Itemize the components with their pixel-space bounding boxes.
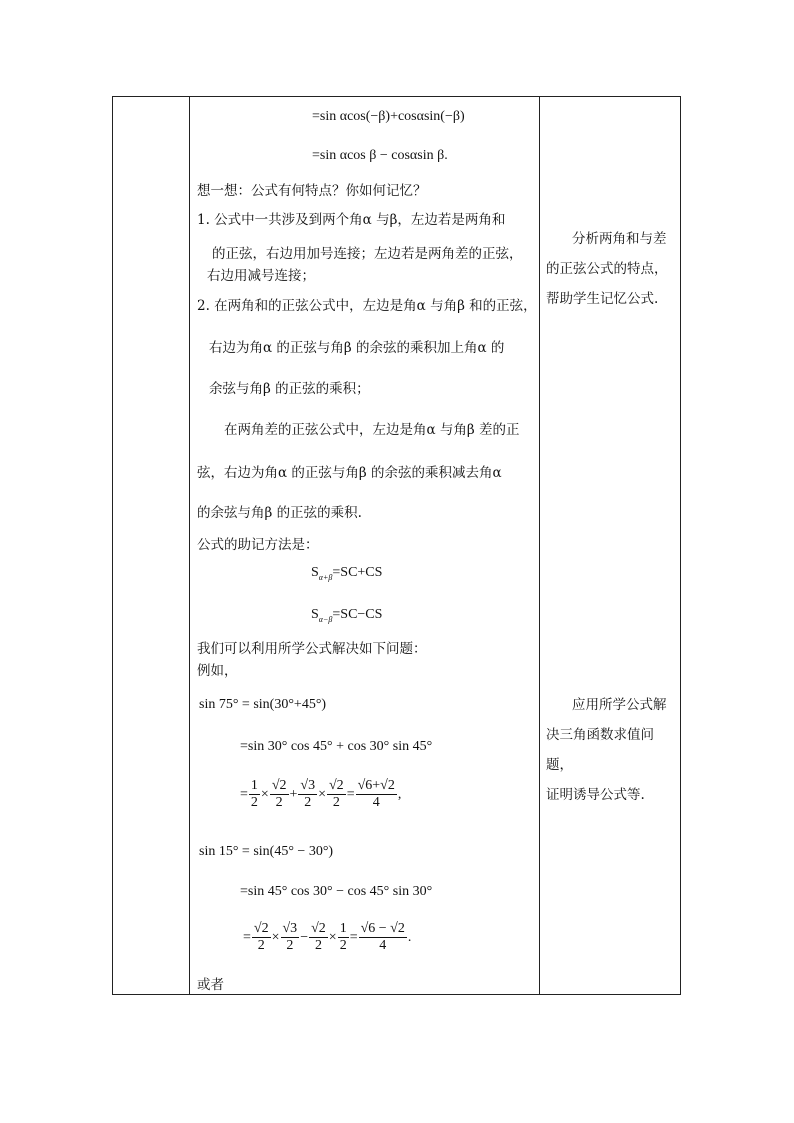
- example-1-fraction-line: = $\frac{1}{2}$ × $\frac{√2}{2}$ + $\frac{√3}{2}$ × $\frac{√2}{2}$ = $\frac{√6+√2}{4}$ ,: [240, 778, 402, 810]
- side-note-application: 应用所学公式解 决三角函数求值问题， 证明诱导公式等.: [546, 697, 667, 803]
- formula-line-2: =sin αcos β − cosαsin β.: [312, 148, 448, 163]
- point-2-line-a: 2. 在两角和的正弦公式中，左边是角α 与角β 和的正弦，: [197, 298, 537, 314]
- point-1-line-a: 1. 公式中一共涉及到两个角α 与β，左边若是两角和: [197, 212, 506, 228]
- column-divider-2: [539, 97, 540, 994]
- mnemonic-title: 公式的助记方法是：: [197, 537, 319, 553]
- apply-intro: 我们可以利用所学公式解决如下问题：: [197, 641, 427, 657]
- example-1-line-1: sin 75° = sin(30°+45°): [199, 697, 327, 712]
- column-divider-1: [189, 97, 190, 994]
- point-2-line-b: 右边为角α 的正弦与角β 的余弦的乘积加上角α 的: [209, 340, 505, 356]
- point-1-line-b: 的正弦，右边用加号连接；左边若是两角差的正弦，: [212, 246, 523, 262]
- example-2-line-1: sin 15° = sin(45° − 30°): [199, 844, 334, 859]
- point-1-line-c: 右边用减号连接；: [207, 268, 315, 284]
- example-label: 例如，: [197, 663, 238, 679]
- side-note-analysis: 分析两角和与差 的正弦公式的特点， 帮助学生记忆公式.: [546, 231, 668, 307]
- example-2-line-2: =sin 45° cos 30° − cos 45° sin 30°: [240, 884, 433, 899]
- example-2-fraction-line: = $\frac{√2}{2}$ × $\frac{√3}{2}$ − $\frac{√2}{2}$ × $\frac{1}{2}$ = $\frac{√6 - √2}{4}$ .: [243, 921, 412, 953]
- mnemonic-formula-diff: $S_{\alpha-\beta}=SC-CS$: [311, 607, 383, 624]
- point-3-line-c: 的余弦与角β 的正弦的乘积.: [197, 505, 362, 521]
- think-prompt: 想一想：公式有何特点？你如何记忆？: [197, 183, 427, 199]
- example-1-line-2: =sin 30° cos 45° + cos 30° sin 45°: [240, 739, 433, 754]
- point-3-line-a: 在两角差的正弦公式中，左边是角α 与角β 差的正: [224, 422, 520, 438]
- formula-line-1: =sin αcos(−β)+cosαsin(−β): [312, 109, 465, 124]
- point-2-line-c: 余弦与角β 的正弦的乘积；: [209, 381, 370, 397]
- mnemonic-formula-sum: $S_{\alpha+\beta}=SC+CS$: [311, 565, 383, 582]
- or-label: 或者: [197, 977, 224, 993]
- point-3-line-b: 弦，右边为角α 的正弦与角β 的余弦的乘积减去角α: [197, 465, 502, 481]
